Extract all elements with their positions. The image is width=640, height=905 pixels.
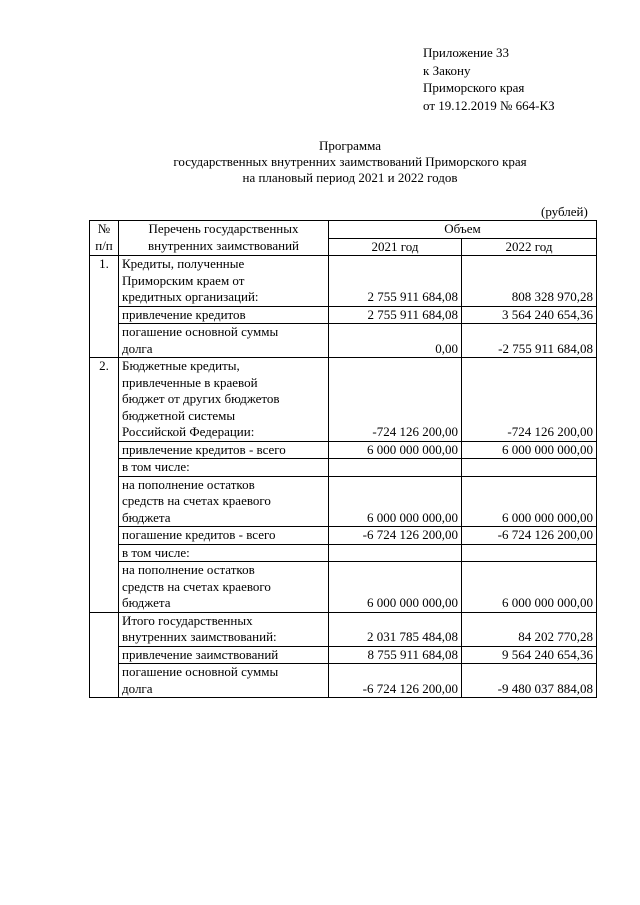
table-row [90,562,597,613]
header-num: № п/п [90,221,119,256]
units-label: (рублей) [541,204,588,219]
row-name: Итого государственных внутренних заимствований: [119,612,329,646]
row-name: привлечение кредитов [119,306,329,324]
appendix-reference [423,44,555,114]
value-2022: 808 328 970,28 [462,256,597,307]
borrowing-table [89,220,597,698]
appendix-line: Приложение 33 [423,45,510,60]
table-row [90,476,597,527]
value-2022: 6 000 000 000,00 [462,441,597,459]
appendix-line: от 19.12.2019 № 664-КЗ [423,97,555,113]
value-2022: 84 202 770,28 [462,612,597,646]
header-year-2021: 2021 год [329,238,462,256]
value-2021: 2 031 785 484,08 [329,612,462,646]
row-name: погашение кредитов - всего [119,527,329,545]
row-name: привлечение кредитов - всего [119,441,329,459]
value-2021: -6 724 126 200,00 [329,664,462,698]
document-title [0,138,640,186]
table-row [90,324,597,358]
title-line: Программа [318,138,382,153]
table-header-row [90,221,597,239]
table-row [90,256,597,307]
value-2021: 2 755 911 684,08 [329,256,462,307]
table-row [90,306,597,324]
value-2022: 9 564 240 654,36 [462,646,597,664]
value-2021: -724 126 200,00 [329,358,462,442]
value-2021: 8 755 911 684,08 [329,646,462,664]
table-row [90,358,597,442]
table-row [90,664,597,698]
value-2021 [329,459,462,477]
value-2022: -724 126 200,00 [462,358,597,442]
value-2022: -9 480 037 884,08 [462,664,597,698]
table-row [90,646,597,664]
row-name: Кредиты, полученные Приморским краем от кредитных организаций: [119,256,329,307]
table-row [90,612,597,646]
row-name: в том числе: [119,544,329,562]
value-2021: 0,00 [329,324,462,358]
row-number: 1. [90,256,119,358]
row-name: в том числе: [119,459,329,477]
title-line: на плановый период 2021 и 2022 годов [242,170,458,185]
table-row [90,527,597,545]
row-name: на пополнение остатков средств на счетах краевого бюджета [119,476,329,527]
header-year-2022: 2022 год [462,238,597,256]
value-2021 [329,544,462,562]
value-2021: 6 000 000 000,00 [329,441,462,459]
title-line: государственных внутренних заимствований Приморского края [173,154,527,169]
header-name: Перечень государственных внутренних заимствований [119,221,329,256]
row-name: погашение основной суммы долга [119,324,329,358]
table-row [90,441,597,459]
value-2022: 3 564 240 654,36 [462,306,597,324]
value-2022: 6 000 000 000,00 [462,562,597,613]
row-name: на пополнение остатков средств на счетах краевого бюджета [119,562,329,613]
value-2021: 2 755 911 684,08 [329,306,462,324]
value-2022 [462,544,597,562]
appendix-line: Приморского края [423,80,525,95]
value-2021: -6 724 126 200,00 [329,527,462,545]
table-row [90,544,597,562]
value-2022: 6 000 000 000,00 [462,476,597,527]
row-name: погашение основной суммы долга [119,664,329,698]
row-name: Бюджетные кредиты, привлеченные в краевой бюджет от других бюджетов бюджетной системы Российской Федерации: [119,358,329,442]
appendix-line: к Закону [423,62,471,78]
value-2022: -6 724 126 200,00 [462,527,597,545]
value-2021: 6 000 000 000,00 [329,476,462,527]
row-number [90,612,119,698]
table-row [90,459,597,477]
row-name: привлечение заимствований [119,646,329,664]
value-2021: 6 000 000 000,00 [329,562,462,613]
value-2022: -2 755 911 684,08 [462,324,597,358]
value-2022 [462,459,597,477]
header-volume: Объем [329,221,597,239]
row-number: 2. [90,358,119,613]
